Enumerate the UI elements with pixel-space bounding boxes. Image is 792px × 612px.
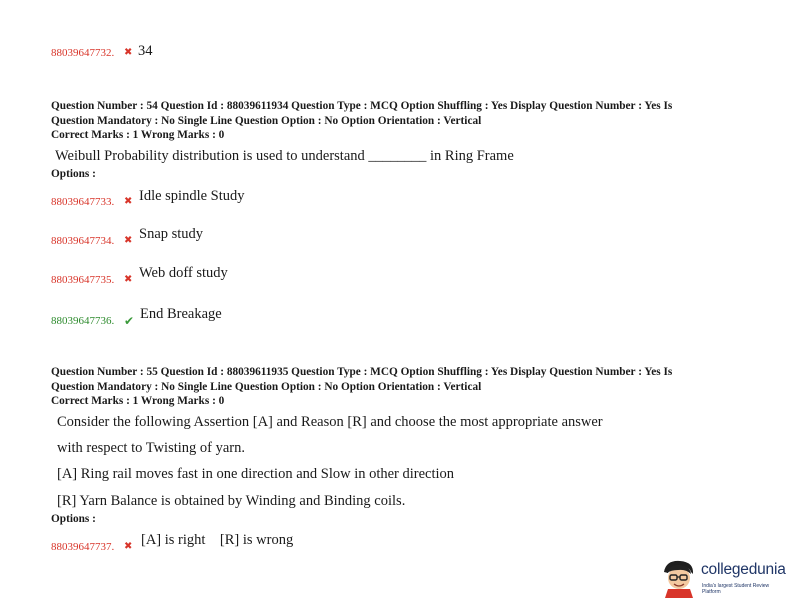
options-label: Options : (51, 168, 96, 180)
question-55-text-line: [A] Ring rail moves fast in one direction and Slow in other direction (57, 466, 455, 482)
question-55-text-line: with respect to Twisting of yarn. (57, 440, 245, 456)
wrong-mark-icon: ✖ (124, 541, 133, 552)
option-text: [A] is right [R] is wrong (141, 532, 294, 548)
question-meta-line: Question Mandatory : No Single Line Question Option : No Option Orientation : Vertical (51, 114, 482, 127)
logo-wordmark: collegedunia (701, 561, 786, 578)
option-text: Snap study (139, 226, 204, 242)
option-id: 88039647733. (51, 196, 115, 208)
question-55-text-line: [R] Yarn Balance is obtained by Winding and Binding coils. (57, 493, 406, 509)
option-id: 88039647736. (51, 315, 115, 327)
question-55-text-line: Consider the following Assertion [A] and Reason [R] and choose the most appropriate answer (57, 414, 603, 430)
question-meta-line: Question Mandatory : No Single Line Question Option : No Option Orientation : Vertical (51, 380, 482, 393)
student-mascot-icon (660, 558, 698, 598)
question-marks: Correct Marks : 1 Wrong Marks : 0 (51, 129, 225, 141)
option-id: 88039647737. (51, 541, 115, 553)
correct-mark-icon: ✔ (124, 314, 135, 328)
wrong-mark-icon: ✖ (124, 196, 133, 207)
wrong-mark-icon: ✖ (124, 274, 133, 285)
question-55-meta (51, 365, 741, 409)
question-54-text: Weibull Probability distribution is used to understand ________ in Ring Frame (55, 148, 514, 164)
question-meta-line: Question Number : 54 Question Id : 88039611934 Question Type : MCQ Option Shuffling : Yes Display Question Number : Yes Is (51, 100, 673, 112)
option-text: End Breakage (140, 306, 222, 322)
option-text: Idle spindle Study (139, 188, 245, 204)
wrong-mark-icon: ✖ (124, 235, 133, 246)
question-meta-line: Question Number : 55 Question Id : 88039611935 Question Type : MCQ Option Shuffling : Yes Display Question Number : Yes Is (51, 366, 673, 378)
option-id: 88039647732. (51, 47, 115, 59)
options-label: Options : (51, 513, 96, 525)
option-id: 88039647734. (51, 235, 115, 247)
collegedunia-logo (660, 556, 785, 600)
wrong-mark-icon: ✖ (124, 47, 133, 58)
option-text: Web doff study (139, 265, 228, 281)
option-id: 88039647735. (51, 274, 115, 286)
question-54-meta (51, 99, 741, 143)
option-text: 34 (138, 43, 153, 59)
logo-tagline: India's largest Student Review Platform (702, 583, 770, 595)
question-marks: Correct Marks : 1 Wrong Marks : 0 (51, 395, 225, 407)
